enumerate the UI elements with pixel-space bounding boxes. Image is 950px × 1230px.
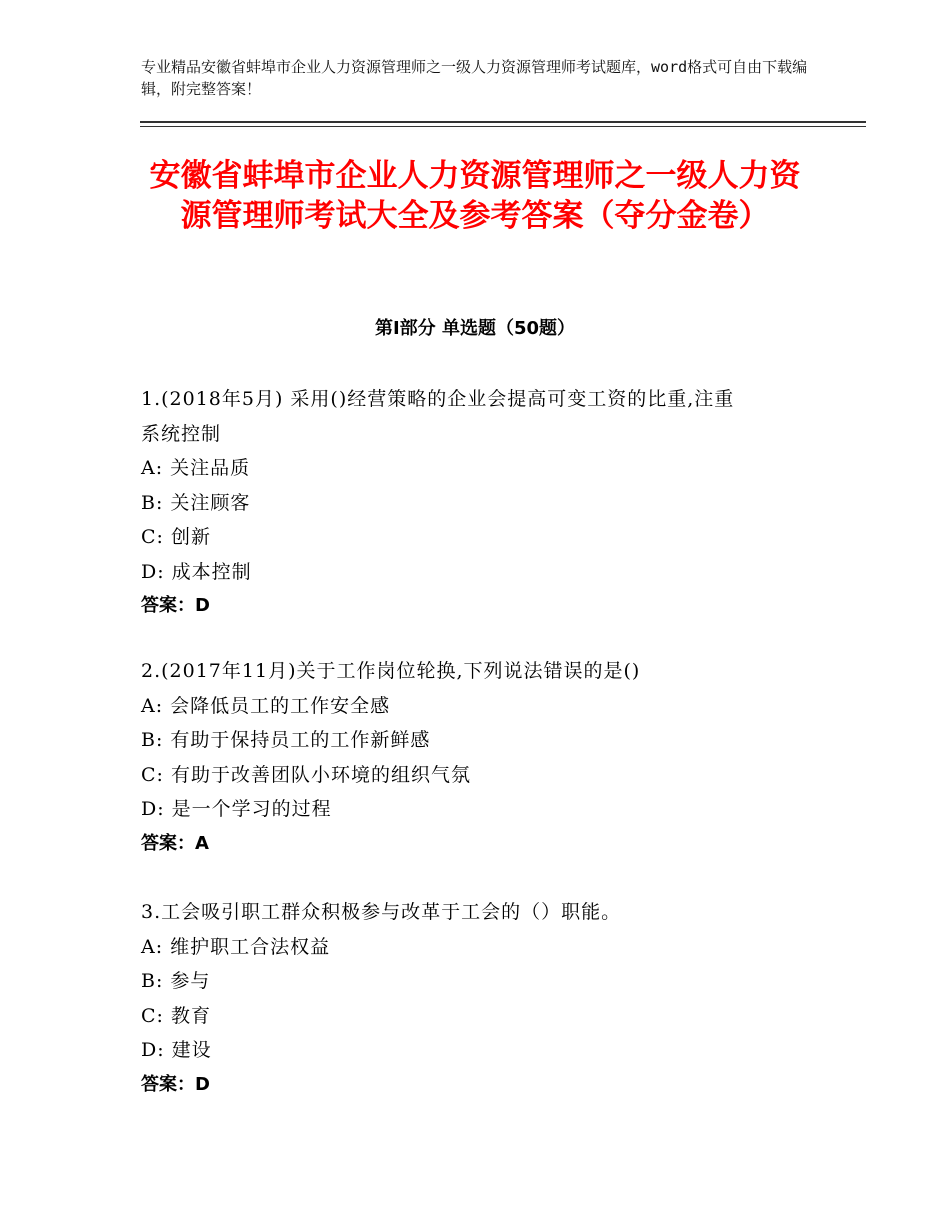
option-a: A: 会降低员工的工作安全感 bbox=[141, 694, 391, 717]
question-3 bbox=[141, 895, 821, 1102]
answer-line bbox=[141, 589, 821, 624]
question-stem: 1.(2018年5月) 采用()经营策略的企业会提高可变工资的比重,注重 bbox=[141, 388, 735, 410]
answer-value: D bbox=[195, 1073, 210, 1095]
section-heading: 第Ⅰ部分 单选题（50题） bbox=[374, 318, 575, 339]
option-a: A: 关注品质 bbox=[141, 457, 251, 479]
option-d: D: 建设 bbox=[141, 1039, 212, 1061]
question-stem: 2.(2017年11月)关于工作岗位轮换,下列说法错误的是() bbox=[141, 660, 641, 682]
header-rule-thin bbox=[140, 126, 866, 127]
option-c: C: 教育 bbox=[141, 1004, 211, 1027]
question-stem: 3.工会吸引职工群众积极参与改革于工会的（）职能。 bbox=[141, 901, 622, 923]
answer-value: D bbox=[195, 595, 210, 616]
option-b: B: 参与 bbox=[141, 970, 211, 992]
answer-label: 答案： bbox=[141, 832, 195, 854]
question-stem-continued: 系统控制 bbox=[141, 422, 222, 445]
answer-label: 答案： bbox=[141, 1073, 195, 1095]
answer-value: A bbox=[195, 832, 209, 854]
header-note: 专业精品安徽省蚌埠市企业人力资源管理师之一级人力资源管理师考试题库，word格式可自由下载编辑，附完整答案！ bbox=[141, 58, 808, 98]
document-title: 安徽省蚌埠市企业人力资源管理师之一级人力资源管理师考试大全及参考答案（夺分金卷） bbox=[149, 158, 801, 234]
option-c: C: 创新 bbox=[141, 526, 211, 548]
option-d: D: 成本控制 bbox=[141, 560, 252, 583]
option-c: C: 有助于改善团队小环境的组织气氛 bbox=[141, 763, 471, 786]
option-b: B: 有助于保持员工的工作新鲜感 bbox=[141, 729, 431, 751]
question-2 bbox=[141, 654, 821, 861]
option-d: D: 是一个学习的过程 bbox=[141, 798, 332, 820]
header-rule-thick bbox=[140, 121, 866, 123]
option-b: B: 关注顾客 bbox=[141, 491, 251, 514]
question-1 bbox=[141, 382, 821, 624]
answer-label: 答案： bbox=[141, 595, 195, 616]
answer-line bbox=[141, 827, 821, 862]
answer-line bbox=[141, 1068, 821, 1103]
option-a: A: 维护职工合法权益 bbox=[141, 935, 331, 958]
